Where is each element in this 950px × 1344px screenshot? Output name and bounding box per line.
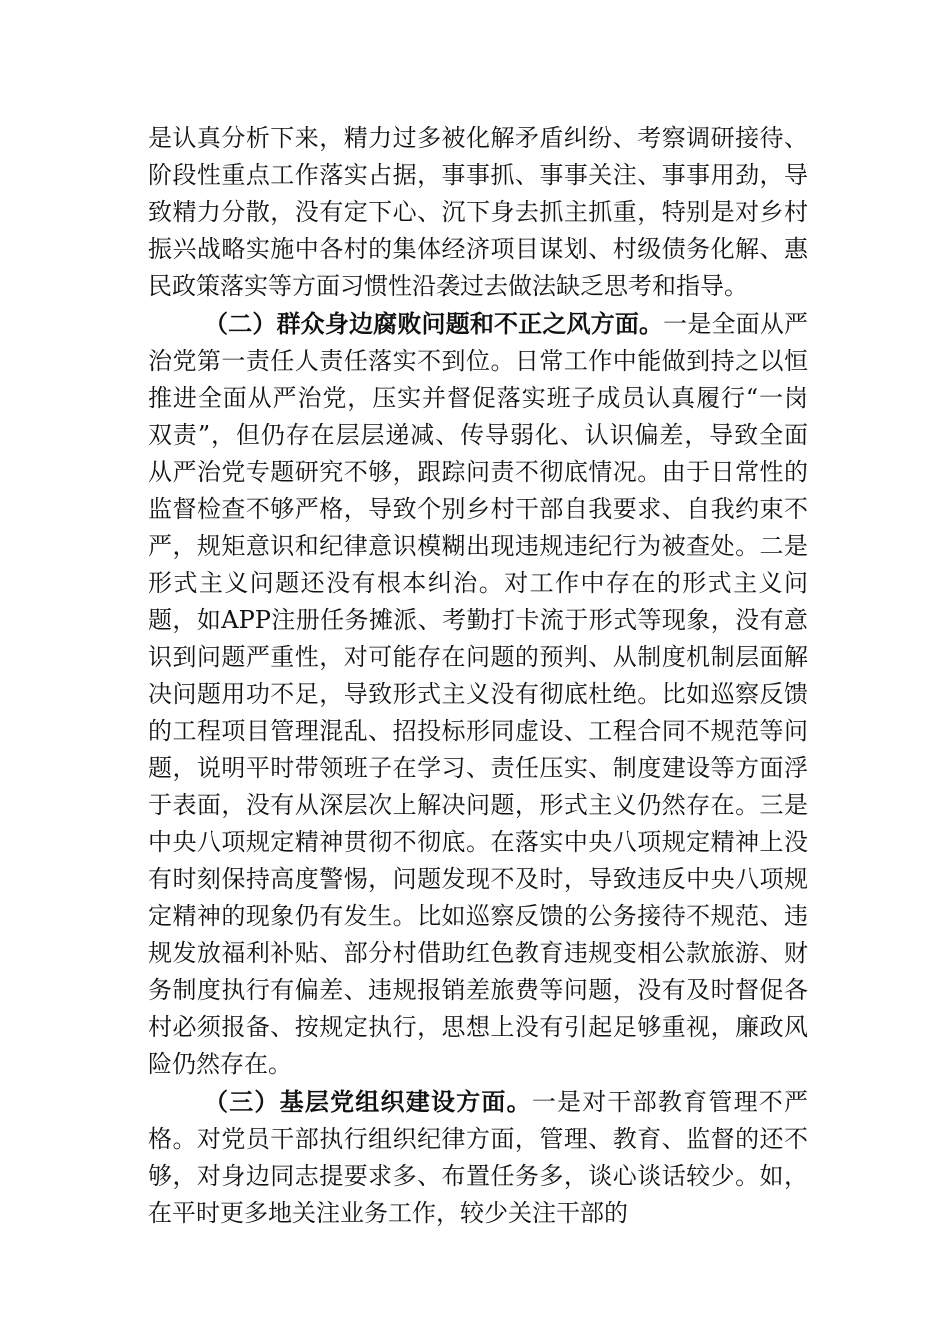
paragraph-body: 一是对干部教育管理不严格。对党员干部执行组织纪律方面，管理、教育、监督的还不够，对身边同志提要求多、布置任务多，谈心谈话较少。如，在平时更多地关注业务工作，较少关注干部的: [148, 1088, 809, 1227]
paragraph-body: 一是全面从严治党第一责任人责任落实不到位。日常工作中能做到持之以恒推进全面从严治党，压实并督促落实班子成员认真履行“一岗双责”，但仍存在层层递减、传导弱化、认识偏差，导致全面从严治党专题研究不够，跟踪问责不彻底情况。由于日常性的监督检查不够严格，导致个别乡村干部自我要求、自我约束不严，规矩意识和纪律意识模糊出现违规违纪行为被查处。二是形式主义问题还没有根本纠治。对工作中存在的形式主义问题，如APP注册任务摊派、考勤打卡流于形式等现象，没有意识到问题严重性，对可能存在问题的预判、从制度机制层面解决问题用功不足，导致形式主义没有彻底杜绝。比如巡察反馈的工程项目管理混乱、招投标形同虚设、工程合同不规范等问题，说明平时带领班子在学习、责任压实、制度建设等方面浮于表面，没有从深层次上解决问题，形式主义仍然存在。三是中央八项规定精神贯彻不彻底。在落实中央八项规定精神上没有时刻保持高度警惕，问题发现不及时，导致违反中央八项规定精神的现象仍有发生。比如巡察反馈的公务接待不规范、违规发放福利补贴、部分村借助红色教育违规变相公款旅游、财务制度执行有偏差、违规报销差旅费等问题，没有及时督促各村必须报备、按规定执行，思想上没有引起足够重视，廉政风险仍然存在。: [148, 310, 809, 1078]
paragraph-body: 是认真分析下来，精力过多被化解矛盾纠纷、考察调研接待、阶段性重点工作落实占据，事事抓、事事关注、事事用劲，导致精力分散，没有定下心、沉下身去抓主抓重，特别是对乡村振兴战略实施中各村的集体经济项目谋划、村级债务化解、惠民政策落实等方面习惯性沿袭过去做法缺乏思考和指导。: [148, 124, 808, 300]
paragraph-section-3: [148, 1083, 808, 1232]
paragraph-section-2: [148, 305, 808, 1083]
section-heading: （三）基层党组织建设方面。: [204, 1087, 532, 1116]
paragraph-continuation: [148, 120, 808, 305]
document-body: [148, 120, 808, 1232]
section-heading: （二）群众身边腐败问题和不正之风方面。: [204, 309, 664, 338]
